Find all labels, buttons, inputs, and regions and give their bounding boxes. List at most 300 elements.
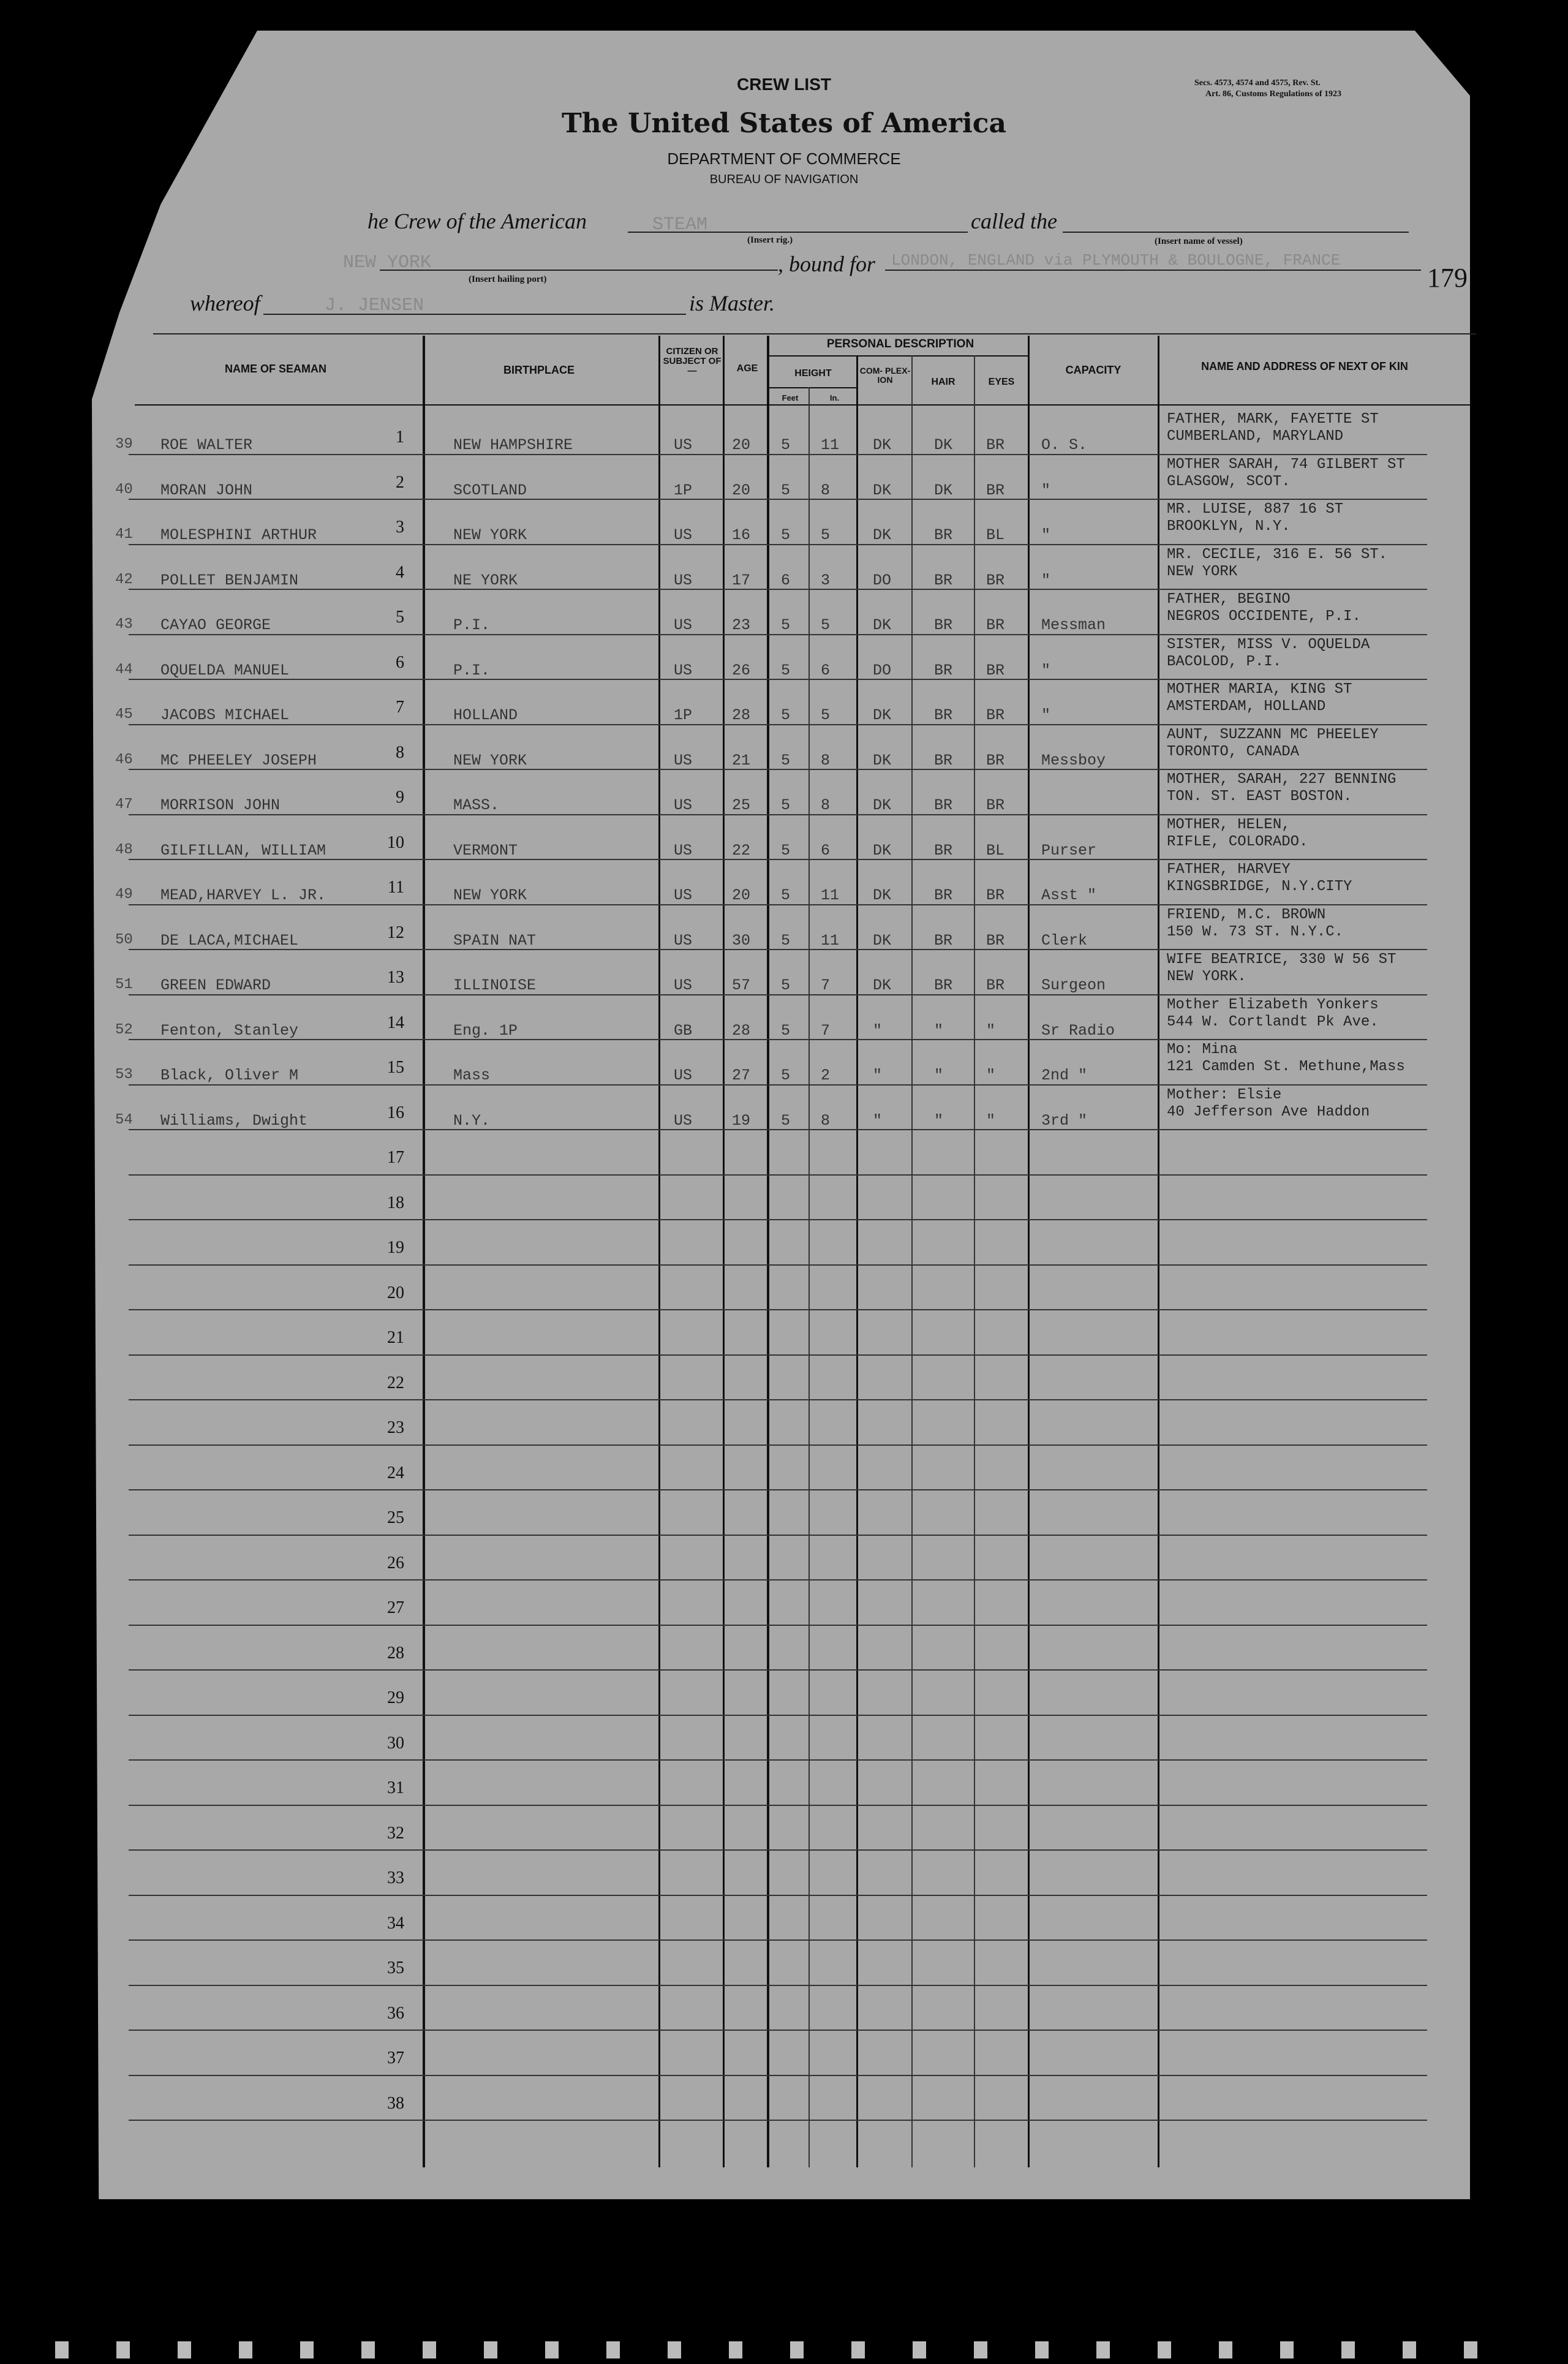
hair: DK — [934, 481, 953, 499]
film-mark — [851, 2341, 865, 2358]
capacity: Sr Radio — [1041, 1021, 1115, 1040]
height-inches: 7 — [821, 976, 831, 994]
hair: BR — [934, 661, 953, 679]
citizenship: 1P — [674, 481, 693, 499]
height-feet: 5 — [781, 796, 791, 814]
birthplace: P.I. — [453, 616, 491, 634]
row-number: 27 — [387, 1598, 404, 1617]
row-rule — [129, 499, 1427, 500]
row-rule — [129, 679, 1427, 680]
row-number: 7 — [396, 698, 404, 717]
height-feet: 5 — [781, 1067, 791, 1084]
col-age: AGE — [736, 363, 758, 374]
birthplace: NEW YORK — [453, 751, 527, 769]
row-number: 24 — [387, 1463, 404, 1482]
next-of-kin-line1: MR. LUISE, 887 16 ST — [1167, 501, 1344, 518]
eyes: BR — [986, 931, 1005, 950]
row-number: 12 — [387, 923, 404, 942]
height-feet: 5 — [781, 751, 791, 769]
film-mark — [178, 2341, 191, 2358]
row-rule — [129, 814, 1427, 815]
vline-age — [723, 336, 725, 2167]
height-feet: 5 — [781, 436, 791, 454]
row-number: 5 — [396, 608, 404, 627]
next-of-kin-line2: GLASGOW, SCOT. — [1167, 473, 1291, 490]
row-rule — [129, 1985, 1427, 1986]
row-rule — [129, 454, 1427, 455]
row-rule — [129, 1939, 1427, 1941]
film-mark — [361, 2341, 375, 2358]
capacity: " — [1041, 661, 1051, 679]
eyes: BR — [986, 661, 1005, 679]
row-rule — [129, 1625, 1427, 1626]
row-number: 19 — [387, 1238, 404, 1257]
birthplace: SCOTLAND — [453, 481, 527, 499]
row-number: 32 — [387, 1823, 404, 1843]
film-mark — [239, 2341, 252, 2358]
line1-prefix: he Crew of the American — [368, 209, 587, 233]
next-of-kin-line2: BROOKLYN, N.Y. — [1167, 518, 1291, 535]
complexion: DO — [873, 661, 892, 679]
vline-height — [767, 336, 769, 2167]
height-inches: 8 — [821, 481, 831, 499]
row-number: 17 — [387, 1148, 404, 1167]
citizenship: US — [674, 841, 693, 859]
line2-port-underline — [380, 270, 778, 271]
line3-is-master: is Master. — [689, 291, 775, 315]
seaman-name: DE LACA,MICHAEL — [160, 931, 299, 950]
vline-birth — [423, 336, 425, 2167]
vessel-rig: STEAM — [652, 214, 708, 235]
row-number: 14 — [387, 1013, 404, 1032]
row-number: 35 — [387, 1958, 404, 1977]
row-number: 37 — [387, 2049, 404, 2068]
film-mark — [423, 2341, 436, 2358]
seaman-name: MEAD,HARVEY L. JR. — [160, 886, 326, 904]
capacity: " — [1041, 571, 1051, 589]
row-rule — [129, 589, 1427, 590]
height-inches: 11 — [821, 436, 840, 454]
height-feet: 5 — [781, 1021, 791, 1040]
next-of-kin-line2: TON. ST. EAST BOSTON. — [1167, 788, 1352, 805]
sequence-number: 45 — [115, 706, 133, 723]
birthplace: Mass — [453, 1067, 491, 1084]
birthplace: P.I. — [453, 661, 491, 679]
hair: BR — [934, 931, 953, 950]
height-inches: 8 — [821, 796, 831, 814]
film-mark — [300, 2341, 314, 2358]
citizenship: US — [674, 526, 693, 544]
vline-capacity — [1028, 336, 1030, 2167]
film-mark — [606, 2341, 620, 2358]
row-rule — [129, 1219, 1427, 1220]
next-of-kin-line2: TORONTO, CANADA — [1167, 743, 1300, 760]
row-number: 13 — [387, 968, 404, 987]
height-inches: 7 — [821, 1021, 831, 1040]
birthplace: ILLINOISE — [453, 976, 537, 994]
age: 57 — [732, 976, 751, 994]
complexion: " — [873, 1111, 883, 1130]
birthplace: VERMONT — [453, 841, 518, 859]
height-feet: 5 — [781, 706, 791, 724]
statute-note: Secs. 4573, 4574 and 4575, Rev. St. — [1194, 78, 1321, 88]
film-mark — [1403, 2341, 1416, 2358]
next-of-kin-line1: MOTHER MARIA, KING ST — [1167, 681, 1352, 698]
row-rule — [129, 1129, 1427, 1130]
insert-port-note: (Insert hailing port) — [469, 274, 547, 284]
capacity: " — [1041, 706, 1051, 724]
height-feet: 5 — [781, 526, 791, 544]
eyes: BR — [986, 976, 1005, 994]
eyes: " — [986, 1067, 996, 1084]
capacity: " — [1041, 526, 1051, 544]
age: 16 — [732, 526, 751, 544]
row-rule — [129, 2030, 1427, 2031]
seaman-name: MOLESPHINI ARTHUR — [160, 526, 317, 544]
complexion: DK — [873, 931, 892, 950]
complexion: " — [873, 1067, 883, 1084]
citizenship: GB — [674, 1021, 693, 1040]
eyes: BR — [986, 706, 1005, 724]
row-rule — [129, 904, 1427, 905]
next-of-kin-line2: AMSTERDAM, HOLLAND — [1167, 698, 1326, 715]
birthplace: NEW YORK — [453, 886, 527, 904]
film-mark — [1219, 2341, 1232, 2358]
complexion: DK — [873, 706, 892, 724]
col-eyes: EYES — [988, 377, 1015, 387]
row-number: 31 — [387, 1778, 404, 1797]
next-of-kin-line2: NEW YORK. — [1167, 969, 1246, 985]
citizenship: US — [674, 661, 693, 679]
row-rule — [129, 1444, 1427, 1446]
next-of-kin-line2: 40 Jefferson Ave Haddon — [1167, 1103, 1370, 1120]
next-of-kin-line1: Mother: Elsie — [1167, 1086, 1282, 1103]
hair: BR — [934, 976, 953, 994]
seaman-name: GILFILLAN, WILLIAM — [160, 841, 326, 859]
complexion: DK — [873, 436, 892, 454]
next-of-kin-line2: 121 Camden St. Methune,Mass — [1167, 1059, 1405, 1075]
hair: BR — [934, 571, 953, 589]
sequence-number: 44 — [115, 661, 133, 678]
film-mark — [668, 2341, 681, 2358]
complexion: DK — [873, 796, 892, 814]
row-rule — [129, 2120, 1427, 2121]
row-number: 34 — [387, 1913, 404, 1933]
height-feet: 5 — [781, 661, 791, 679]
row-number: 26 — [387, 1553, 404, 1573]
next-of-kin-line1: FATHER, HARVEY — [1167, 861, 1291, 878]
next-of-kin-line2: 150 W. 73 ST. N.Y.C. — [1167, 923, 1344, 940]
row-rule — [129, 994, 1427, 995]
age: 19 — [732, 1111, 751, 1130]
capacity: Asst " — [1041, 886, 1097, 904]
citizenship: US — [674, 931, 693, 950]
eyes: BR — [986, 481, 1005, 499]
next-of-kin-line2: CUMBERLAND, MARYLAND — [1167, 428, 1344, 445]
complexion: DK — [873, 616, 892, 634]
row-number: 10 — [387, 833, 404, 852]
next-of-kin-line1: FATHER, BEGINO — [1167, 591, 1291, 608]
capacity: Clerk — [1041, 931, 1088, 950]
col-height: HEIGHT — [794, 368, 832, 379]
row-number: 23 — [387, 1418, 404, 1437]
insert-vessel-note: (Insert name of vessel) — [1155, 236, 1243, 246]
row-rule — [129, 859, 1427, 860]
age: 28 — [732, 1021, 751, 1040]
hair: BR — [934, 886, 953, 904]
birthplace: NEW HAMPSHIRE — [453, 436, 573, 454]
col-kin: NAME AND ADDRESS OF NEXT OF KIN — [1201, 360, 1408, 372]
hair: " — [934, 1111, 944, 1130]
row-rule — [129, 949, 1427, 950]
row-number: 20 — [387, 1283, 404, 1302]
birthplace: N.Y. — [453, 1111, 491, 1130]
birthplace: NE YORK — [453, 571, 518, 589]
height-inches: 5 — [821, 616, 831, 634]
sequence-number: 39 — [115, 436, 133, 453]
col-feet: Feet — [782, 393, 799, 402]
film-mark — [790, 2341, 804, 2358]
height-inches: 8 — [821, 751, 831, 769]
hair: BR — [934, 616, 953, 634]
header-rule — [153, 333, 1476, 334]
height-feet: 6 — [781, 571, 791, 589]
seaman-name: Fenton, Stanley — [160, 1021, 299, 1040]
citizenship: US — [674, 751, 693, 769]
sequence-number: 49 — [115, 886, 133, 903]
sequence-number: 51 — [115, 976, 133, 993]
citizenship: US — [674, 886, 693, 904]
hailing-port: NEW YORK — [343, 252, 432, 273]
row-number: 11 — [388, 878, 404, 897]
col-hair: HAIR — [931, 377, 956, 387]
row-rule — [129, 1895, 1427, 1896]
complexion: DK — [873, 976, 892, 994]
capacity: 2nd " — [1041, 1067, 1088, 1084]
age: 20 — [732, 481, 751, 499]
col-complexion: COM- PLEX- ION — [859, 366, 911, 385]
next-of-kin-line1: SISTER, MISS V. OQUELDA — [1167, 636, 1370, 653]
next-of-kin-line2: BACOLOD, P.I. — [1167, 653, 1282, 670]
sequence-number: 46 — [115, 751, 133, 768]
height-inches: 2 — [821, 1067, 831, 1084]
birthplace: HOLLAND — [453, 706, 518, 724]
next-of-kin-line2: NEW YORK — [1167, 563, 1238, 580]
next-of-kin-line1: MOTHER SARAH, 74 GILBERT ST — [1167, 456, 1405, 473]
citizenship: US — [674, 1111, 693, 1130]
col-birthplace: BIRTHPLACE — [503, 364, 575, 376]
line1-called: called the — [971, 209, 1057, 233]
next-of-kin-line2: RIFLE, COLORADO. — [1167, 833, 1308, 850]
height-feet: 5 — [781, 976, 791, 994]
film-mark — [1035, 2341, 1049, 2358]
eyes: BR — [986, 436, 1005, 454]
line2-bound: , bound for — [778, 252, 876, 276]
height-inches: 11 — [821, 931, 840, 950]
sequence-number: 48 — [115, 841, 133, 858]
vline-inches — [809, 387, 810, 2167]
capacity: O. S. — [1041, 436, 1088, 454]
row-rule — [129, 1264, 1427, 1266]
next-of-kin-line1: FATHER, MARK, FAYETTE ST — [1167, 411, 1379, 428]
form-title: CREW LIST — [737, 75, 831, 94]
seaman-name: MORRISON JOHN — [160, 796, 281, 814]
row-number: 9 — [396, 788, 404, 807]
col-name: NAME OF SEAMAN — [225, 363, 326, 375]
row-rule — [129, 1669, 1427, 1671]
capacity: Surgeon — [1041, 976, 1106, 994]
next-of-kin-line1: WIFE BEATRICE, 330 W 56 ST — [1167, 951, 1396, 968]
height-inches: 6 — [821, 661, 831, 679]
row-number: 3 — [396, 518, 404, 537]
sequence-number: 50 — [115, 931, 133, 948]
citizenship: US — [674, 976, 693, 994]
height-inches: 8 — [821, 1111, 831, 1130]
country-title: The United States of America — [561, 108, 1007, 139]
hair: BR — [934, 751, 953, 769]
capacity: " — [1041, 481, 1051, 499]
seaman-name: OQUELDA MANUEL — [160, 661, 290, 679]
seaman-name: MORAN JOHN — [160, 481, 253, 499]
citizenship: US — [674, 1067, 693, 1084]
hair: " — [934, 1067, 944, 1084]
capacity: 3rd " — [1041, 1111, 1088, 1130]
height-feet: 5 — [781, 1111, 791, 1130]
col-inches: In. — [829, 393, 840, 402]
row-number: 16 — [387, 1103, 404, 1122]
birthplace: SPAIN NAT — [453, 931, 537, 950]
row-number: 8 — [396, 742, 404, 762]
row-rule — [129, 1354, 1427, 1356]
complexion: DK — [873, 481, 892, 499]
row-number: 21 — [387, 1328, 404, 1347]
regulation-note: Art. 86, Customs Regulations of 1923 — [1205, 89, 1342, 99]
film-mark — [1341, 2341, 1355, 2358]
height-feet: 5 — [781, 841, 791, 859]
seaman-name: POLLET BENJAMIN — [160, 571, 299, 589]
birthplace: Eng. 1P — [453, 1021, 518, 1040]
next-of-kin-line1: Mother Elizabeth Yonkers — [1167, 996, 1379, 1013]
citizenship: US — [674, 616, 693, 634]
height-inches: 6 — [821, 841, 831, 859]
complexion: " — [873, 1021, 883, 1040]
department: DEPARTMENT OF COMMERCE — [667, 149, 901, 168]
vline-kin — [1158, 336, 1159, 2167]
sequence-number: 54 — [115, 1111, 133, 1128]
next-of-kin-line1: MOTHER, SARAH, 227 BENNING — [1167, 771, 1396, 788]
height-inches: 5 — [821, 526, 831, 544]
row-number: 18 — [387, 1193, 404, 1212]
film-mark — [1158, 2341, 1171, 2358]
next-of-kin-line1: MOTHER, HELEN, — [1167, 816, 1291, 833]
eyes: BR — [986, 796, 1005, 814]
film-mark — [1280, 2341, 1294, 2358]
seaman-name: CAYAO GEORGE — [160, 616, 271, 634]
birthplace: MASS. — [453, 796, 500, 814]
row-rule — [129, 1759, 1427, 1761]
age: 22 — [732, 841, 751, 859]
sequence-number: 42 — [115, 571, 133, 588]
header-bottom-rule — [135, 404, 1470, 406]
row-number: 29 — [387, 1688, 404, 1707]
film-mark — [974, 2341, 987, 2358]
capacity: Messboy — [1041, 751, 1106, 769]
age: 27 — [732, 1067, 751, 1084]
citizenship: US — [674, 796, 693, 814]
seaman-name: Williams, Dwight — [160, 1111, 308, 1130]
hair: " — [934, 1021, 944, 1040]
age: 25 — [732, 796, 751, 814]
next-of-kin-line1: Mo: Mina — [1167, 1041, 1238, 1058]
vessel-name-underline — [1063, 232, 1409, 233]
row-rule — [129, 1579, 1427, 1580]
age: 28 — [732, 706, 751, 724]
row-number: 25 — [387, 1508, 404, 1527]
age: 30 — [732, 931, 751, 950]
next-of-kin-line2: KINGSBRIDGE, N.Y.CITY — [1167, 878, 1352, 895]
eyes: " — [986, 1021, 996, 1040]
height-feet: 5 — [781, 481, 791, 499]
sequence-number: 47 — [115, 796, 133, 813]
row-rule — [129, 724, 1427, 725]
row-number: 2 — [396, 472, 404, 492]
row-rule — [129, 1849, 1427, 1851]
height-feet: 5 — [781, 616, 791, 634]
film-mark — [913, 2341, 926, 2358]
row-rule — [129, 634, 1427, 635]
age: 20 — [732, 886, 751, 904]
film-mark — [729, 2341, 742, 2358]
height-feet: 5 — [781, 931, 791, 950]
age: 20 — [732, 436, 751, 454]
hair: BR — [934, 841, 953, 859]
eyes: BL — [986, 526, 1005, 544]
citizenship: US — [674, 436, 693, 454]
height-inches: 5 — [821, 706, 831, 724]
destination-underline — [885, 270, 1421, 271]
row-rule — [129, 1715, 1427, 1716]
hair: BR — [934, 526, 953, 544]
destination: LONDON, ENGLAND via PLYMOUTH & BOULOGNE, FRANCE — [891, 251, 1341, 270]
row-number: 15 — [387, 1058, 404, 1077]
row-rule — [129, 2075, 1427, 2076]
age: 17 — [732, 571, 751, 589]
citizenship: US — [674, 571, 693, 589]
row-rule — [129, 769, 1427, 770]
age: 23 — [732, 616, 751, 634]
sequence-number: 43 — [115, 616, 133, 633]
sequence-number: 41 — [115, 526, 133, 543]
eyes: BR — [986, 571, 1005, 589]
next-of-kin-line2: 544 W. Cortlandt Pk Ave. — [1167, 1013, 1379, 1030]
hair: BR — [934, 796, 953, 814]
capacity: Messman — [1041, 616, 1106, 634]
row-number: 36 — [387, 2003, 404, 2023]
row-rule — [129, 1535, 1427, 1536]
col-capacity: CAPACITY — [1065, 364, 1121, 376]
row-number: 22 — [387, 1373, 404, 1392]
age: 26 — [732, 661, 751, 679]
height-inches: 3 — [821, 571, 831, 589]
row-rule — [129, 1039, 1427, 1040]
next-of-kin-line1: MR. CECILE, 316 E. 56 ST. — [1167, 546, 1388, 563]
film-mark — [484, 2341, 497, 2358]
film-mark — [116, 2341, 130, 2358]
eyes: BR — [986, 751, 1005, 769]
film-mark — [1464, 2341, 1477, 2358]
birthplace: NEW YORK — [453, 526, 527, 544]
row-number: 38 — [387, 2093, 404, 2113]
